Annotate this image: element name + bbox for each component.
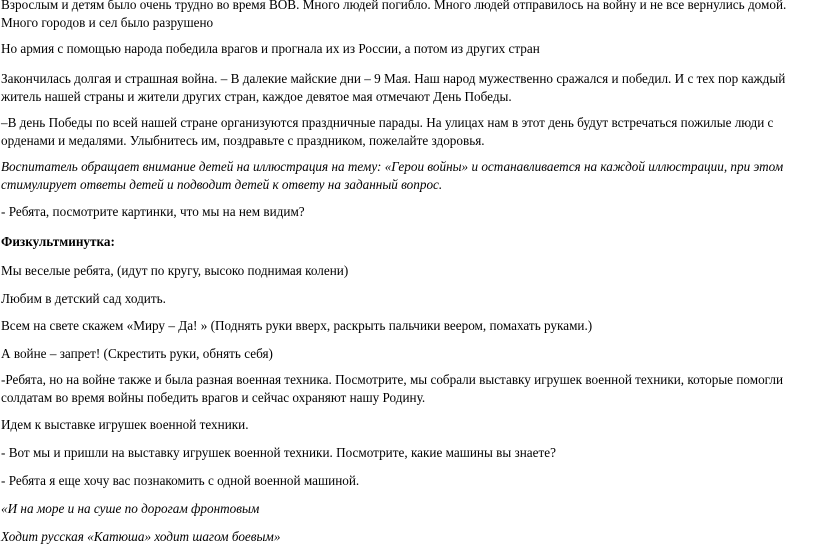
paragraph-teacher-note: Воспитатель обращает внимание детей на иллюстрация на тему: «Герои войны» и останавливается на каждой иллюстрации, при этом стимулирует ответы детей и подводит детей к ответу на заданный вопрос. bbox=[1, 159, 784, 192]
paragraph-introduce-machine: - Ребята я еще хочу вас познакомить с одной военной машиной. bbox=[1, 473, 360, 488]
paragraph-parades: –В день Победы по всей нашей стране организуются праздничные парады. На улицах нам в этот день будут встречаться пожилые люди с орденами и медалями. Улыбнитесь им, поздравьте с праздником, пожелайте здоровья. bbox=[1, 115, 774, 148]
paragraph-at-exhibition: - Вот мы и пришли на выставку игрушек военной техники. Посмотрите, какие машины вы знаете? bbox=[1, 445, 556, 460]
paragraph-hardship: Взрослым и детям было очень трудно во время ВОВ. Много людей погибло. Много людей отправилось на войну и не все вернулись домой. Много городов и сел было разрушено bbox=[1, 0, 787, 30]
paragraph-rhyme-2: Любим в детский сад ходить. bbox=[1, 291, 166, 306]
paragraph-poem-line-1: «И на море и на суше по дорогам фронтовым bbox=[1, 501, 260, 516]
paragraph-rhyme-1: Мы веселые ребята, (идут по кругу, высоко поднимая колени) bbox=[1, 263, 349, 278]
paragraph-rhyme-3: Всем на свете скажем «Миру – Да! » (Поднять руки вверх, раскрыть пальчики веером, помахать руками.) bbox=[1, 318, 593, 333]
paragraph-military-tech: -Ребята, но на войне также и была разная военная техника. Посмотрите, мы собрали выставку игрушек военной техники, которые помогли солдатам во время войны победить врагов и сейчас охраняют нашу Родину. bbox=[1, 372, 784, 405]
heading-fizkultminutka: Физкультминутка: bbox=[1, 234, 115, 249]
paragraph-army-victory: Но армия с помощью народа победила врагов и прогнала их из России, а потом из других стран bbox=[1, 41, 540, 56]
paragraph-war-ended: Закончилась долгая и страшная война. – В далекие майские дни – 9 Мая. Наш народ мужественно сражался и победил. И с тех пор каждый житель нашей страны и жители других стран, каждое девятое мая отмечают День Победы. bbox=[1, 71, 786, 104]
paragraph-look-pictures: - Ребята, посмотрите картинки, что мы на нем видим? bbox=[1, 204, 305, 219]
paragraph-poem-line-2: Ходит русская «Катюша» ходит шагом боевым» bbox=[1, 529, 281, 544]
paragraph-go-exhibition: Идем к выставке игрушек военной техники. bbox=[1, 417, 249, 432]
paragraph-rhyme-4: А войне – запрет! (Скрестить руки, обнять себя) bbox=[1, 346, 273, 361]
